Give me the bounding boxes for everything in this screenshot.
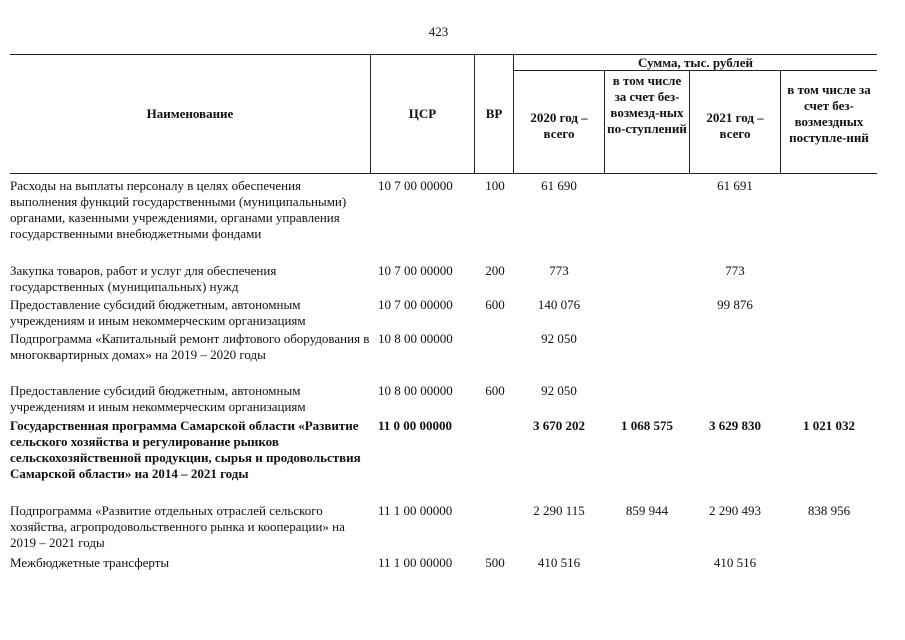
row-csr: 10 7 00 00000: [378, 263, 453, 278]
row-2020-total: 773: [549, 263, 569, 278]
row-2020-total: 410 516: [537, 555, 581, 570]
row-2020-total: 92 050: [541, 331, 577, 346]
row-vr: 600: [485, 383, 505, 398]
header-csr: ЦСР: [408, 106, 437, 121]
row-2021-total: 2 290 493: [709, 503, 761, 518]
row-csr: 10 7 00 00000: [378, 178, 453, 193]
header-2021-total: 2021 год – всего: [706, 110, 764, 141]
row-vr: 100: [485, 178, 505, 193]
header-sum-group: Сумма, тыс. рублей: [638, 55, 753, 70]
header-2020-free: в том числе за счет без-возмезд-ных по-ступлений: [607, 73, 687, 136]
row-2021-total: 3 629 830: [709, 418, 761, 433]
row-name: Закупка товаров, работ и услуг для обеспечения государственных (муниципальных) нужд: [10, 263, 277, 294]
row-2020-free: 1 068 575: [621, 418, 673, 433]
row-csr: 11 1 00 00000: [378, 555, 453, 570]
row-name: Межбюджетные трансферты: [10, 555, 170, 570]
row-2020-total: 2 290 115: [533, 503, 585, 518]
header-2021-free: в том числе за счет без-возмездных поступле-ний: [787, 82, 871, 145]
row-vr: 500: [485, 555, 505, 570]
row-name: Предоставление субсидий бюджетным, автономным учреждениям и иным некоммерческим организациям: [10, 297, 306, 328]
row-vr: 200: [485, 263, 505, 278]
row-2020-total: 61 690: [541, 178, 577, 193]
header-divider: [780, 70, 781, 173]
header-divider: [604, 70, 605, 173]
row-name: Подпрограмма «Развитие отдельных отраслей сельского хозяйства, агропродовольственного рынка и кооперации» на 2019 – 2021 годы: [10, 503, 345, 550]
row-2021-total: 61 691: [717, 178, 753, 193]
row-name: Предоставление субсидий бюджетным, автономным учреждениям и иным некоммерческим организациям: [10, 383, 306, 414]
header-vr: ВР: [485, 106, 503, 121]
row-2020-total: 92 050: [541, 383, 577, 398]
row-csr: 11 1 00 00000: [378, 503, 453, 518]
row-2021-free: 1 021 032: [803, 418, 855, 433]
row-name: Государственная программа Самарской области «Развитие сельского хозяйства и регулирование рынков сельскохозяйственной продукции, сырья и продовольствия Самарской области» на 2014 – 2021 годы: [10, 418, 361, 481]
row-2021-total: 410 516: [713, 555, 757, 570]
header-divider: [689, 70, 690, 173]
row-vr: 600: [485, 297, 505, 312]
row-csr: 11 0 00 00000: [378, 418, 453, 433]
row-csr: 10 7 00 00000: [378, 297, 453, 312]
row-name: Подпрограмма «Капитальный ремонт лифтового оборудования в многоквартирных домах» на 2019 – 2020 годы: [10, 331, 370, 362]
row-csr: 10 8 00 00000: [378, 383, 453, 398]
row-2020-total: 3 670 202: [533, 418, 585, 433]
header-name: Наименование: [146, 106, 234, 121]
row-csr: 10 8 00 00000: [378, 331, 453, 346]
row-2021-total: 99 876: [717, 297, 753, 312]
row-name: Расходы на выплаты персоналу в целях обеспечения выполнения функций государственными (муниципальными) органами, казенными учреждениями, органами управления государственными внебюджетными фондами: [10, 178, 347, 241]
row-2020-total: 140 076: [537, 297, 581, 312]
header-2020-total: 2020 год – всего: [530, 110, 588, 141]
row-2020-free: 859 944: [625, 503, 669, 518]
page-number: 423: [428, 24, 449, 39]
row-2021-total: 773: [725, 263, 745, 278]
row-2021-free: 838 956: [807, 503, 851, 518]
header-divider: [513, 54, 514, 173]
